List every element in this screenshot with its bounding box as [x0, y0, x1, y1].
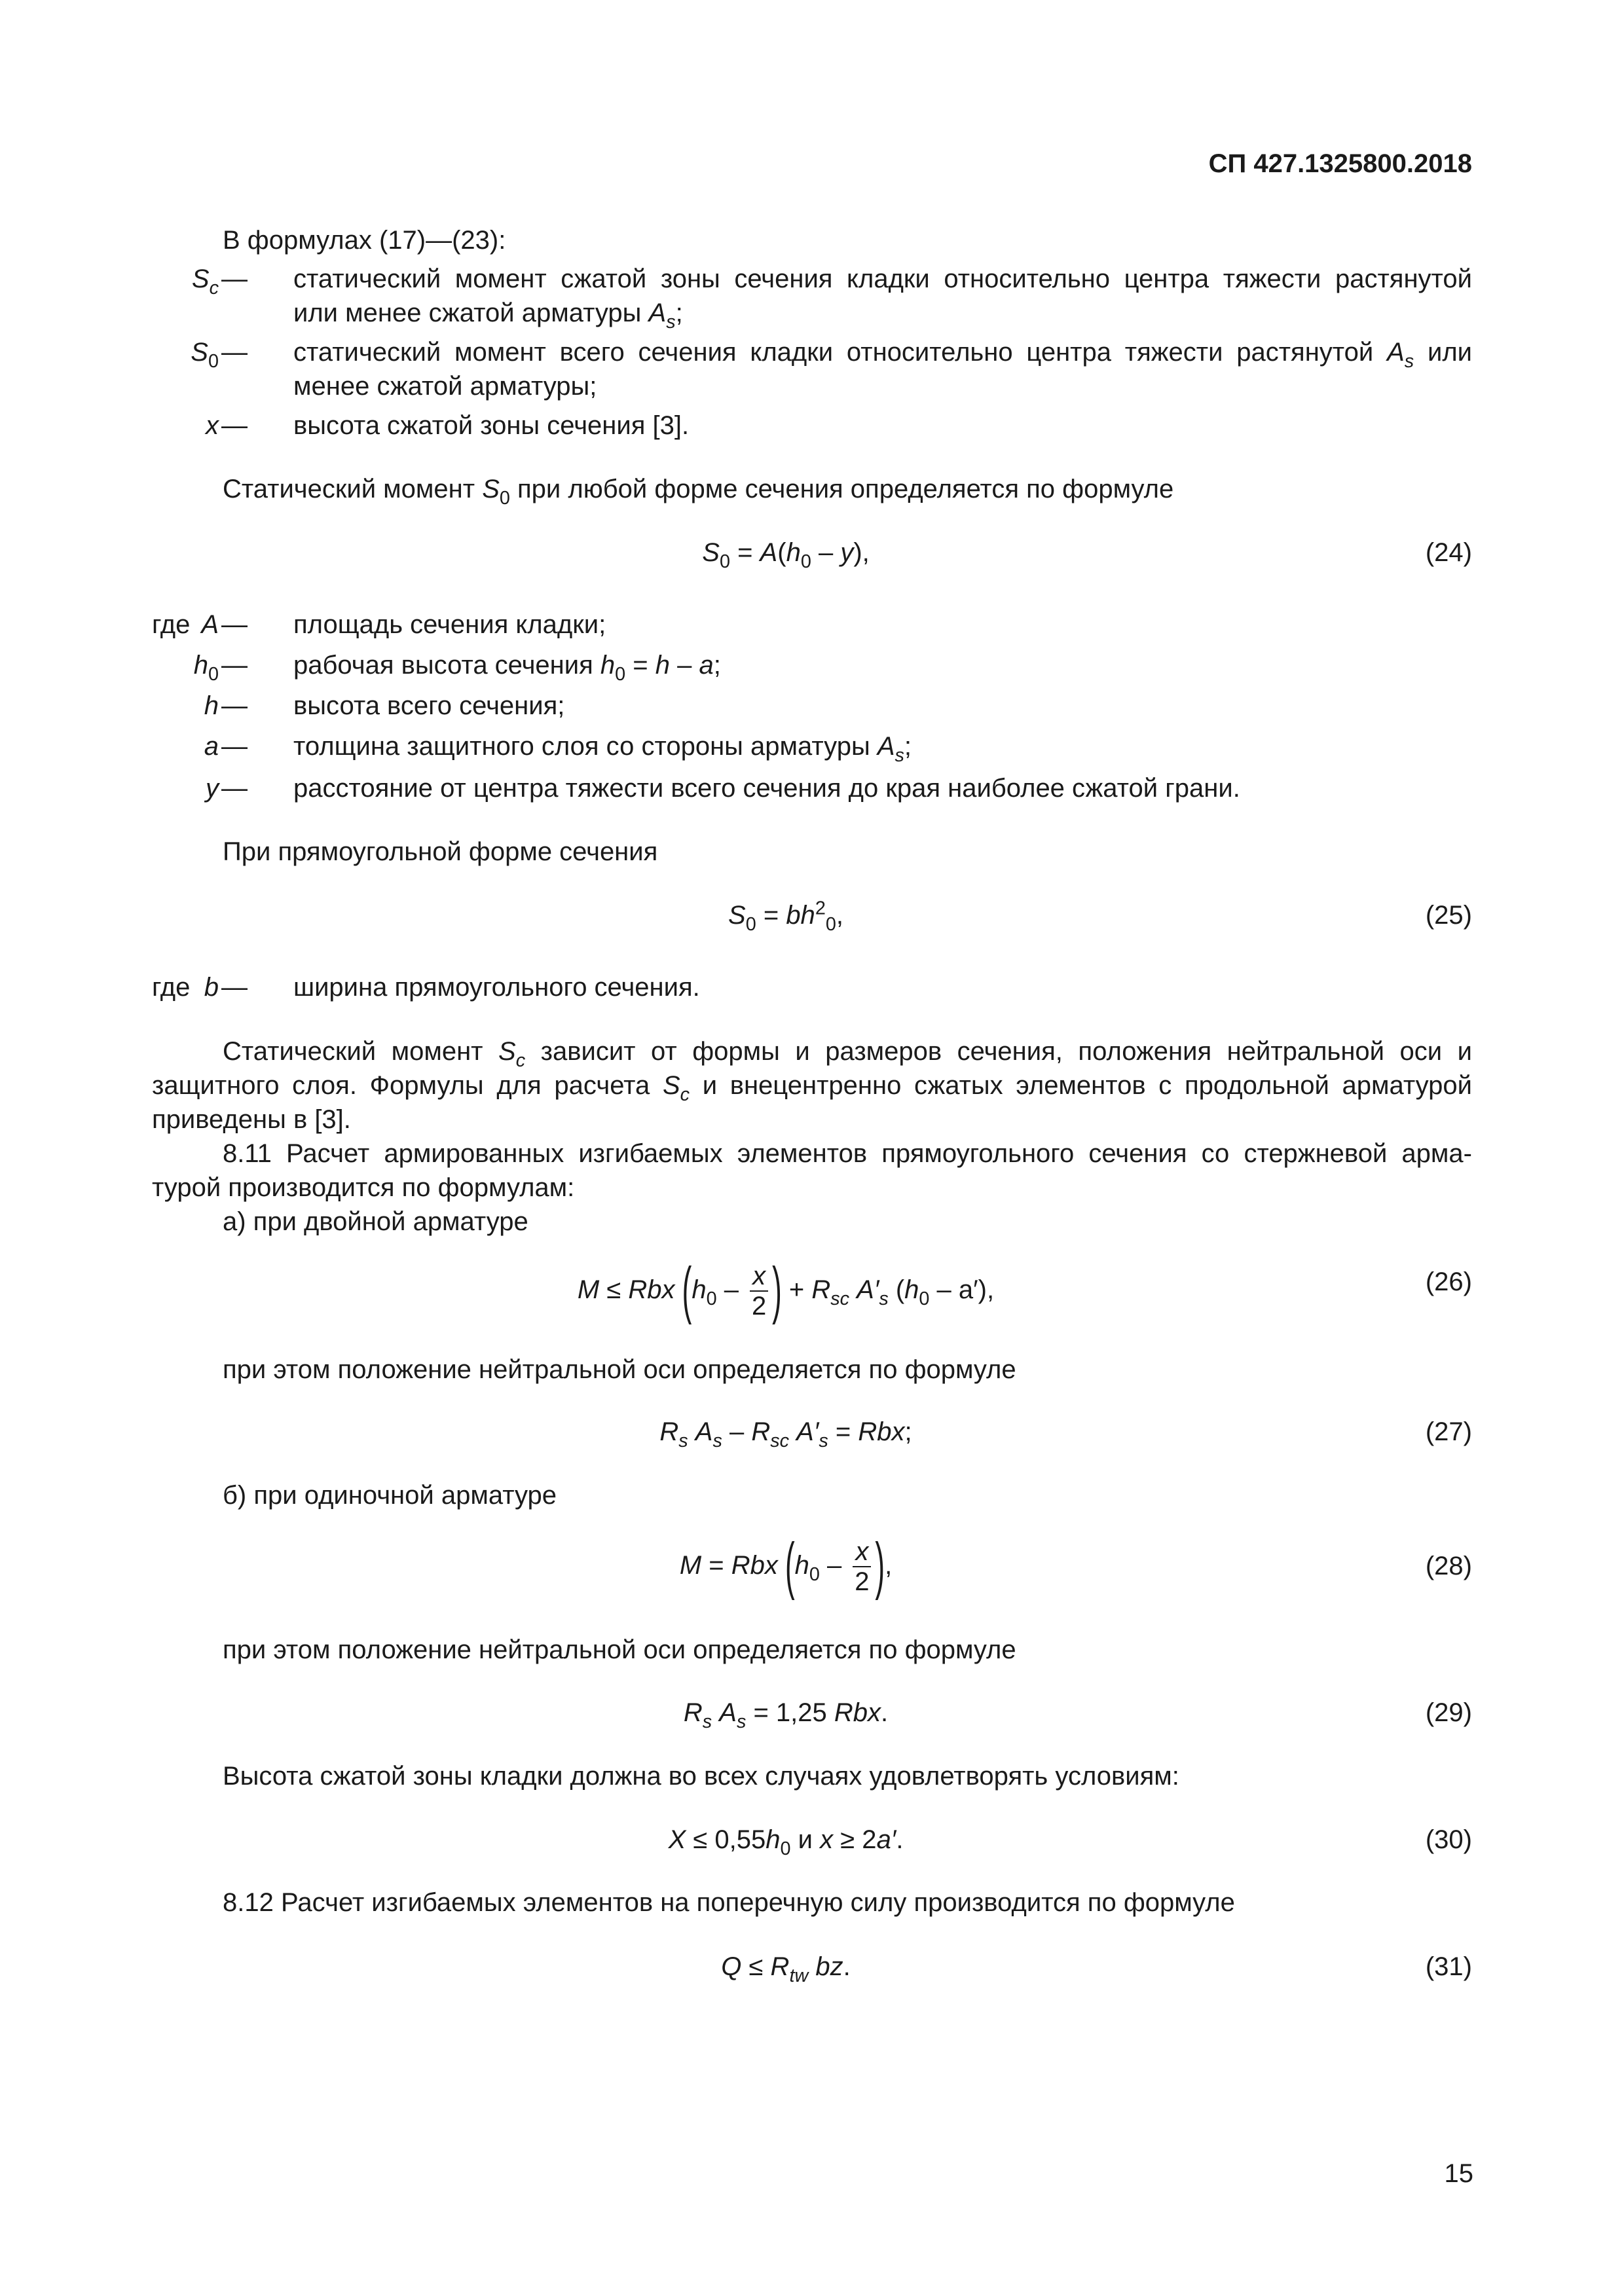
- where-label: где: [152, 973, 191, 1002]
- equation-number-30: (30): [1425, 1825, 1472, 1854]
- left-paren: (: [785, 1531, 795, 1602]
- def-symbol-s0: $S_0$: [191, 338, 219, 373]
- def-x-text: высота сжатой зоны сечения [3].: [293, 411, 690, 440]
- paragraph-812: 8.12 Расчет изгибаемых элементов на поперечную силу производится по формуле: [223, 1888, 1235, 1917]
- def-s0-line1: статический момент всего сечения кладки относительно центра тяжести растянутой $A_s$ или: [293, 338, 1473, 373]
- paragraph-30: Высота сжатой зоны кладки должна во всех случаях удовлетворять условиям:: [223, 1762, 1179, 1791]
- def-symbol-b: b: [204, 973, 219, 1002]
- def-A-text: площадь сечения кладки;: [293, 610, 606, 639]
- def-b-text: ширина прямоугольного сечения.: [293, 973, 700, 1002]
- equation-31: $Q \le R_{tw}$ bz.: [721, 1952, 851, 1987]
- equation-number-28: (28): [1425, 1552, 1472, 1580]
- intro-line: В формулах (17)—(23):: [223, 226, 506, 255]
- equation-29: $R_s$ $A_s = 1,25$ Rbx.: [683, 1698, 889, 1733]
- paragraph-sc-line2: защитного слоя. Формулы для расчета $S_c$ и внецентренно сжатых элементов с продольной арматурой: [152, 1071, 1473, 1106]
- equation-number-25: (25): [1425, 901, 1472, 930]
- dash: —: [221, 338, 248, 367]
- equation-24: $S_0 = A(h_0 - y)$,: [702, 538, 870, 573]
- paragraph-single: б) при одиночной арматуре: [223, 1481, 557, 1510]
- paragraph-s0: Статический момент $S_0$ при любой форме сечения определяется по формуле: [223, 475, 1174, 509]
- dash: —: [221, 651, 248, 680]
- def-symbol-a: a: [204, 732, 219, 761]
- def-symbol-A: A: [201, 610, 219, 639]
- right-paren: ): [772, 1255, 782, 1326]
- document-code: СП 427.1325800.2018: [1208, 149, 1472, 178]
- def-symbol-sc: $S_c$: [191, 264, 219, 299]
- paragraph-27: при этом положение нейтральной оси определяется по формуле: [223, 1355, 1016, 1384]
- paragraph-rect: При прямоугольной форме сечения: [223, 837, 658, 866]
- equation-number-29: (29): [1425, 1698, 1472, 1727]
- left-paren: (: [682, 1255, 692, 1326]
- equation-27: $R_s$ $A_s - R_{sc}$ $A'_s$ = Rbx;: [659, 1417, 912, 1452]
- dash: —: [221, 774, 248, 803]
- equation-30: $X \le 0,55h_0$ и x ≥ 2a′.: [668, 1825, 904, 1860]
- def-y-text: расстояние от центра тяжести всего сечения до края наиболее сжатой грани.: [293, 774, 1240, 803]
- page-number: 15: [1444, 2159, 1473, 2188]
- def-symbol-h0: $h_0$: [193, 651, 219, 685]
- dash: —: [221, 732, 248, 761]
- paragraph-sc-line3: приведены в [3].: [152, 1105, 351, 1134]
- fraction-x-over-2: $\frac{x}{2}$: [853, 1537, 871, 1596]
- equation-number-26: (26): [1425, 1267, 1472, 1296]
- where-label: где: [152, 610, 191, 639]
- right-paren: ): [875, 1531, 885, 1602]
- def-sc-line2: или менее сжатой арматуры $A_s$;: [293, 299, 683, 333]
- def-h-text: высота всего сечения;: [293, 691, 565, 720]
- paragraph-811-line2: турой производится по формулам:: [152, 1173, 575, 1202]
- fraction-x-over-2: $\frac{x}{2}$: [750, 1262, 768, 1321]
- def-s0-line2: менее сжатой арматуры;: [293, 372, 597, 401]
- dash: —: [221, 973, 248, 1002]
- equation-28: M = Rbx ($h_0$ – $\frac{x}{2}$ ),: [327, 1529, 1244, 1601]
- dash: —: [221, 691, 248, 720]
- def-a-text: толщина защитного слоя со стороны арматуры $A_s$;: [293, 732, 912, 767]
- paragraph-811-line1: 8.11 Расчет армированных изгибаемых элементов прямоугольного сечения со стержневой арма-: [223, 1139, 1472, 1168]
- def-symbol-x: x: [206, 411, 219, 440]
- equation-25: $S_0 = bh^2_0$,: [728, 898, 843, 936]
- equation-26: M ≤ Rbx ($h_0$ – $\frac{x}{2}$ ) + $R_{sc}$ $A'_s$ $(h_0 - a')$,: [327, 1254, 1244, 1326]
- equation-number-31: (31): [1425, 1952, 1472, 1981]
- def-h0-text: рабочая высота сечения $h_0 = h - a$;: [293, 651, 721, 685]
- equation-number-27: (27): [1425, 1417, 1472, 1446]
- def-symbol-y: y: [206, 774, 219, 803]
- dash: —: [221, 264, 248, 293]
- paragraph-811-line3: а) при двойной арматуре: [223, 1207, 528, 1236]
- dash: —: [221, 610, 248, 639]
- def-symbol-h: h: [204, 691, 219, 720]
- equation-number-24: (24): [1425, 538, 1472, 567]
- paragraph-29: при этом положение нейтральной оси определяется по формуле: [223, 1635, 1016, 1664]
- def-sc-line1: статический момент сжатой зоны сечения кладки относительно центра тяжести растянутой: [293, 264, 1472, 293]
- paragraph-sc-line1: Статический момент $S_c$ зависит от формы и размеров сечения, положения нейтральной оси и: [223, 1037, 1472, 1072]
- dash: —: [221, 411, 248, 440]
